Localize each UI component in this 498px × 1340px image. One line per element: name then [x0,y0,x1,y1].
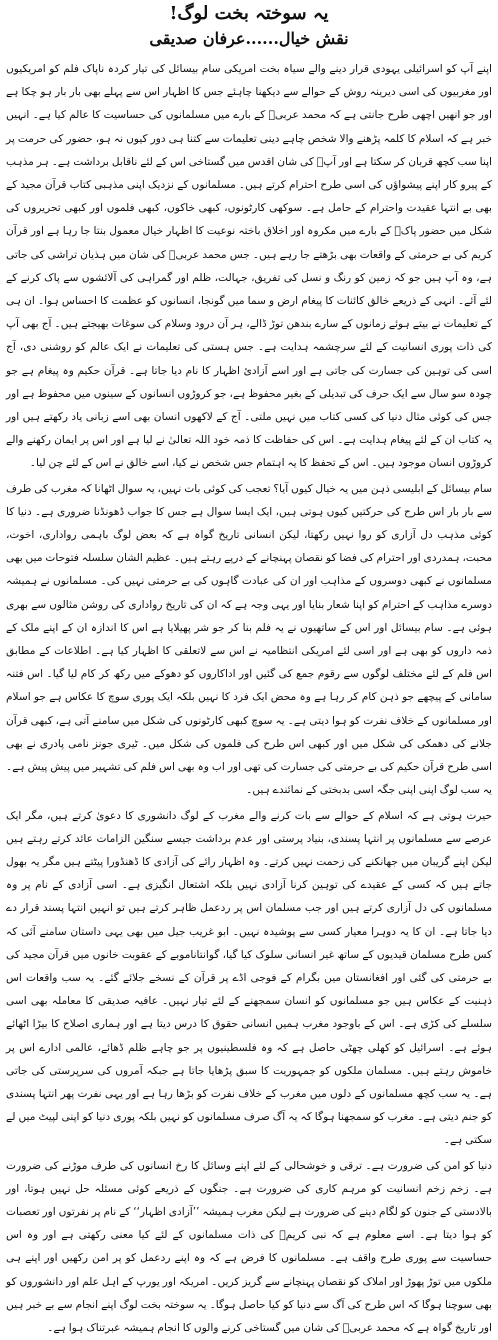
article-paragraph: اپنے آپ کو اسرائیلی یہودی قرار دینے والے سیاہ بخت امریکی سام بیسائل کی تیار کردہ ناپاک فلم کو امریکیوں اور مغربیوں کی اسی دیرینہ روش کے حوالے سے دیکھنا چاہئے جس کا اظہار اس سے پہلے بھی بار بار ہو چکا ہے اور جو انھیں اچھی طرح جانتی ہے کہ محمد عربیؐ کے بارے میں مسلمانوں کی حساسیت کا عالم کیا ہے۔ انہیں خبر ہے کہ اسلام کا کلمہ پڑھنے والا شخص چاہے دینی تعلیمات سے کتنا ہی دور کیوں نہ ہو، حضور کی حرمت پر اپنا سب کچھ قربان کر سکتا ہے اور آپؐ کی شان اقدس میں گستاخی اس کے لئے ناقابل برداشت ہے۔ ہر مذہب کے پیرو کار اپنے پیشواؤں کی اسی طرح احترام کرتے ہیں۔ مسلمانوں کے نزدیک اپنی مذہبی کتاب قرآن مجید کے بھی بے انتہا عقیدت واحترام کے حامل ہے۔ سوکھی کارٹونوں، کبھی خاکوں، کبھی فلموں اور کبھی تحریروں کی شکل میں حضور پاکؐ کے بارے میں مکروہ اور اخلاق باختہ نوعیت کا اظہار خیال معمول بنتا جا رہا ہے اور قرآن کریم کی بے حرمتی کے واقعات بھی بڑھتے جا رہے ہیں۔ جس محمد عربیؐ کی شان میں ہذیان تراشی کی جاتی ہے، وہ آپ ہیں جو کہ زمین کو رنگ و نسل کی تفریق، جہالت، ظلم اور گمراہی کی آلائشوں سے پاک کرنے کے لئے آئے۔ انہی کے ذریعے خالق کائنات کا پیغام ارض و سما میں گونجا، انسانوں کو عظمت کا احساس ہوا۔ ان ہی کے تعلیمات نے بیتے ہوئے زمانوں کے سارے بندھن توڑ ڈالے، ہر آن درود وسلام کی سوغات بھیجتے ہیں۔ آج بھی آپ کی ذات پوری انسانیت کے لئے سرچشمہ ہدایت ہے۔ جس ہستی کی تعلیمات نے ایک عالم کو روشنی دی، آج اسی کی توہین کی جسارت کی جاتی ہے اور اسے آزادیٔ اظہار کا نام دیا جاتا ہے۔ قرآن حکیم وہ پیغام ہے جو چودہ سو سال سے ایک حرف کی تبدیلی کے بغیر محفوظ ہے، جو کروڑوں انسانوں کے سینوں میں محفوظ ہے اور جس کی کوئی مثال دنیا کی کسی کتاب میں نہیں ملتی۔ آج کے لاکھوں انسان بھی اسے زبانی یاد رکھتے ہیں اور یہ کتاب ان کے لئے پیغام ہدایت ہے۔ اس کی حفاظت کا ذمہ خود اللہ تعالیٰ نے لیا ہے اور اس پر ایمان رکھنے والے کروڑوں انسان موجود ہیں۔ اس کے تحفظ کا یہ اہتمام جس شخص نے کیا، اسے خالق نے اس کے لئے چن لیا۔ [6,63,492,470]
article-paragraph: سام بیسائل کے ابلیسی ذہن میں یہ خیال کیوں آیا؟ تعجب کی کوئی بات نہیں، یہ سوال اٹھانا کہ مغرب کی طرف سے بار بار اس طرح کی حرکتیں کیوں ہوتی ہیں، ایک ایسا سوال ہے جس کا جواب ڈھونڈنا ضروری ہے۔ دنیا کا کوئی مذہب دل آزاری کو روا نہیں رکھتا، لیکن انسانی تاریخ گواہ ہے کہ بعض لوگ باہمی رواداری، اخوت، محبت، ہمدردی اور احترام کی فضا کو نقصان پہنچانے کے درپے رہتے ہیں۔ عظیم الشان سلسلہ فتوحات میں بھی مسلمانوں نے کبھی دوسروں کے مذاہب اور ان کی عبادت گاہوں کی بے حرمتی نہیں کی۔ مسلمانوں نے ہمیشہ دوسرے مذاہب کے احترام کو اپنا شعار بنایا اور یہی وجہ ہے کہ ان کی تاریخ رواداری کی روشن مثالوں سے بھری ہوئی ہے۔ سام بیسائل اور اس کے ساتھیوں نے یہ فلم بنا کر جو شر پھیلایا ہے اس کا اندازہ ان کے اپنے ملک کے ذمہ داروں کو بھی ہے اور اسی لئے امریکی انتظامیہ نے اس سے لاتعلقی کا اظہار کیا ہے۔ اطلاعات کے مطابق اس فلم کے لئے مختلف لوگوں سے رقوم جمع کی گئیں اور اداکاروں کو دھوکے میں رکھ کر کام لیا گیا۔ اس فتنہ سامانی کے پیچھے جو ذہن کام کر رہا ہے وہ محض ایک فرد کا نہیں بلکہ ایک پوری سوچ کا عکاس ہے جو اسلام اور مسلمانوں کے خلاف نفرت کو ہوا دیتی ہے۔ یہ سوچ کبھی کارٹونوں کی شکل میں سامنے آتی ہے، کبھی قرآن جلانے کی دھمکی کی شکل میں اور کبھی اس طرح کی فلموں کی شکل میں۔ ٹیری جونز نامی پادری نے بھی اسی طرح قرآن حکیم کی بے حرمتی کی جسارت کی تھی اور اب وہ بھی اس فلم کی تشہیر میں پیش پیش ہے۔ یہ سب لوگ اپنی اپنی جگہ اسی بدبختی کے نمائندے ہیں۔ [6,482,492,797]
article-byline: نقش خیال......عرفان صدیقی [149,29,349,48]
article-paragraph: حیرت ہوتی ہے کہ اسلام کے حوالے سے بات کرنے والے مغرب کے لوگ دانشوری کا دعویٰ کرتے ہیں، مگر ایک عرصے سے مسلمانوں پر انتہا پسندی، بنیاد پرستی اور عدم برداشت جیسے سنگین الزامات عائد کرتے رہتے ہیں لیکن اپنے گریبان میں جھانکنے کی زحمت نہیں کرتے۔ وہ اظہار رائے کی آزادی کا ڈھنڈورا پیٹتے ہیں مگر یہ بھول جاتے ہیں کہ کسی کے عقیدے کی توہین کرنا آزادی نہیں بلکہ اشتعال انگیزی ہے۔ اسی آزادی کے نام پر وہ مسلمانوں کی دل آزاری کرتے ہیں اور جب مسلمان اس پر ردعمل ظاہر کرتے ہیں تو انہیں انتہا پسند قرار دے دیا جاتا ہے۔ ان کا یہ دوہرا معیار کسی سے پوشیدہ نہیں۔ ابو غریب جیل میں بھی یہی داستان سامنے آئی کہ کس طرح مسلمان قیدیوں کے ساتھ غیر انسانی سلوک کیا گیا، گوانتاناموبے کے عقوبت خانوں میں قرآن مجید کی بے حرمتی کی گئی اور افغانستان میں بگرام کے فوجی اڈے پر قرآن کے نسخے جلائے گئے۔ یہ سب واقعات اس ذہنیت کے عکاس ہیں جو مسلمانوں کو انسان سمجھنے کے لئے تیار نہیں۔ عافیہ صدیقی کا معاملہ بھی اسی سلسلے کی کڑی ہے۔ اس کے باوجود مغرب ہمیں انسانی حقوق کا درس دیتا ہے اور ہماری اصلاح کا بیڑا اٹھائے ہوئے ہے۔ اسرائیل کو کھلی چھٹی حاصل ہے کہ وہ فلسطینیوں پر جو چاہے ظلم ڈھائے، عالمی ادارے اس پر خاموش رہتے ہیں۔ مسلمان ملکوں کو جمہوریت کا سبق پڑھایا جاتا ہے جبکہ آمروں کی سرپرستی کی جاتی ہے۔ یہ سب کچھ مسلمانوں کے دلوں میں مغرب کے خلاف نفرت کو بڑھا رہا ہے اور یہی نفرت پھر انتہا پسندی کو جنم دیتی ہے۔ مغرب کو سمجھنا ہوگا کہ یہ آگ صرف مسلمانوں کو نہیں بلکہ پوری دنیا کو اپنی لپیٹ میں لے سکتی ہے۔ [6,809,492,1147]
article-headline: یہ سوختہ بخت لوگ! [169,3,329,24]
article-body [6,58,492,1340]
article-paragraph: دنیا کو امن کی ضرورت ہے۔ ترقی و خوشحالی کے لئے اپنے وسائل کا رخ انسانوں کی طرف موڑنے کی ضرورت ہے۔ زخم زخم انسانیت کو مرہم کاری کی ضرورت ہے۔ جنگوں کے ذریعے کوئی مسئلہ حل نہیں ہوتا، اور بالادستی کے جنون کو لگام دینے کی ضرورت ہے لیکن مغرب ہمیشہ ’’آزادی اظہار‘‘ کے نام پر نفرتوں اور تعصبات کو ہوا دیتا ہے۔ اسے معلوم ہے کہ نبی کریمؐ کی ذات مسلمانوں کے لئے کیا معنی رکھتی ہے اور وہ اس حساسیت سے پوری طرح واقف ہے۔ مسلمانوں کا فرض ہے کہ وہ اپنے ردعمل کو پر امن رکھیں اور اپنے ہی ملکوں میں توڑ پھوڑ اور املاک کو نقصان پہنچانے سے گریز کریں۔ امریکہ اور یورپ کے اہل علم اور دانشوروں کو بھی سوچنا ہوگا کہ اس طرح کی آگ سے دنیا کو کیا حاصل ہوگا۔ یہ سوختہ بخت لوگ اپنے انجام سے بے خبر ہیں اور تاریخ گواہ ہے کہ محمد عربیؐ کی شان میں گستاخی کرنے والوں کا انجام ہمیشہ عبرتناک ہوا ہے۔ [6,1159,492,1334]
